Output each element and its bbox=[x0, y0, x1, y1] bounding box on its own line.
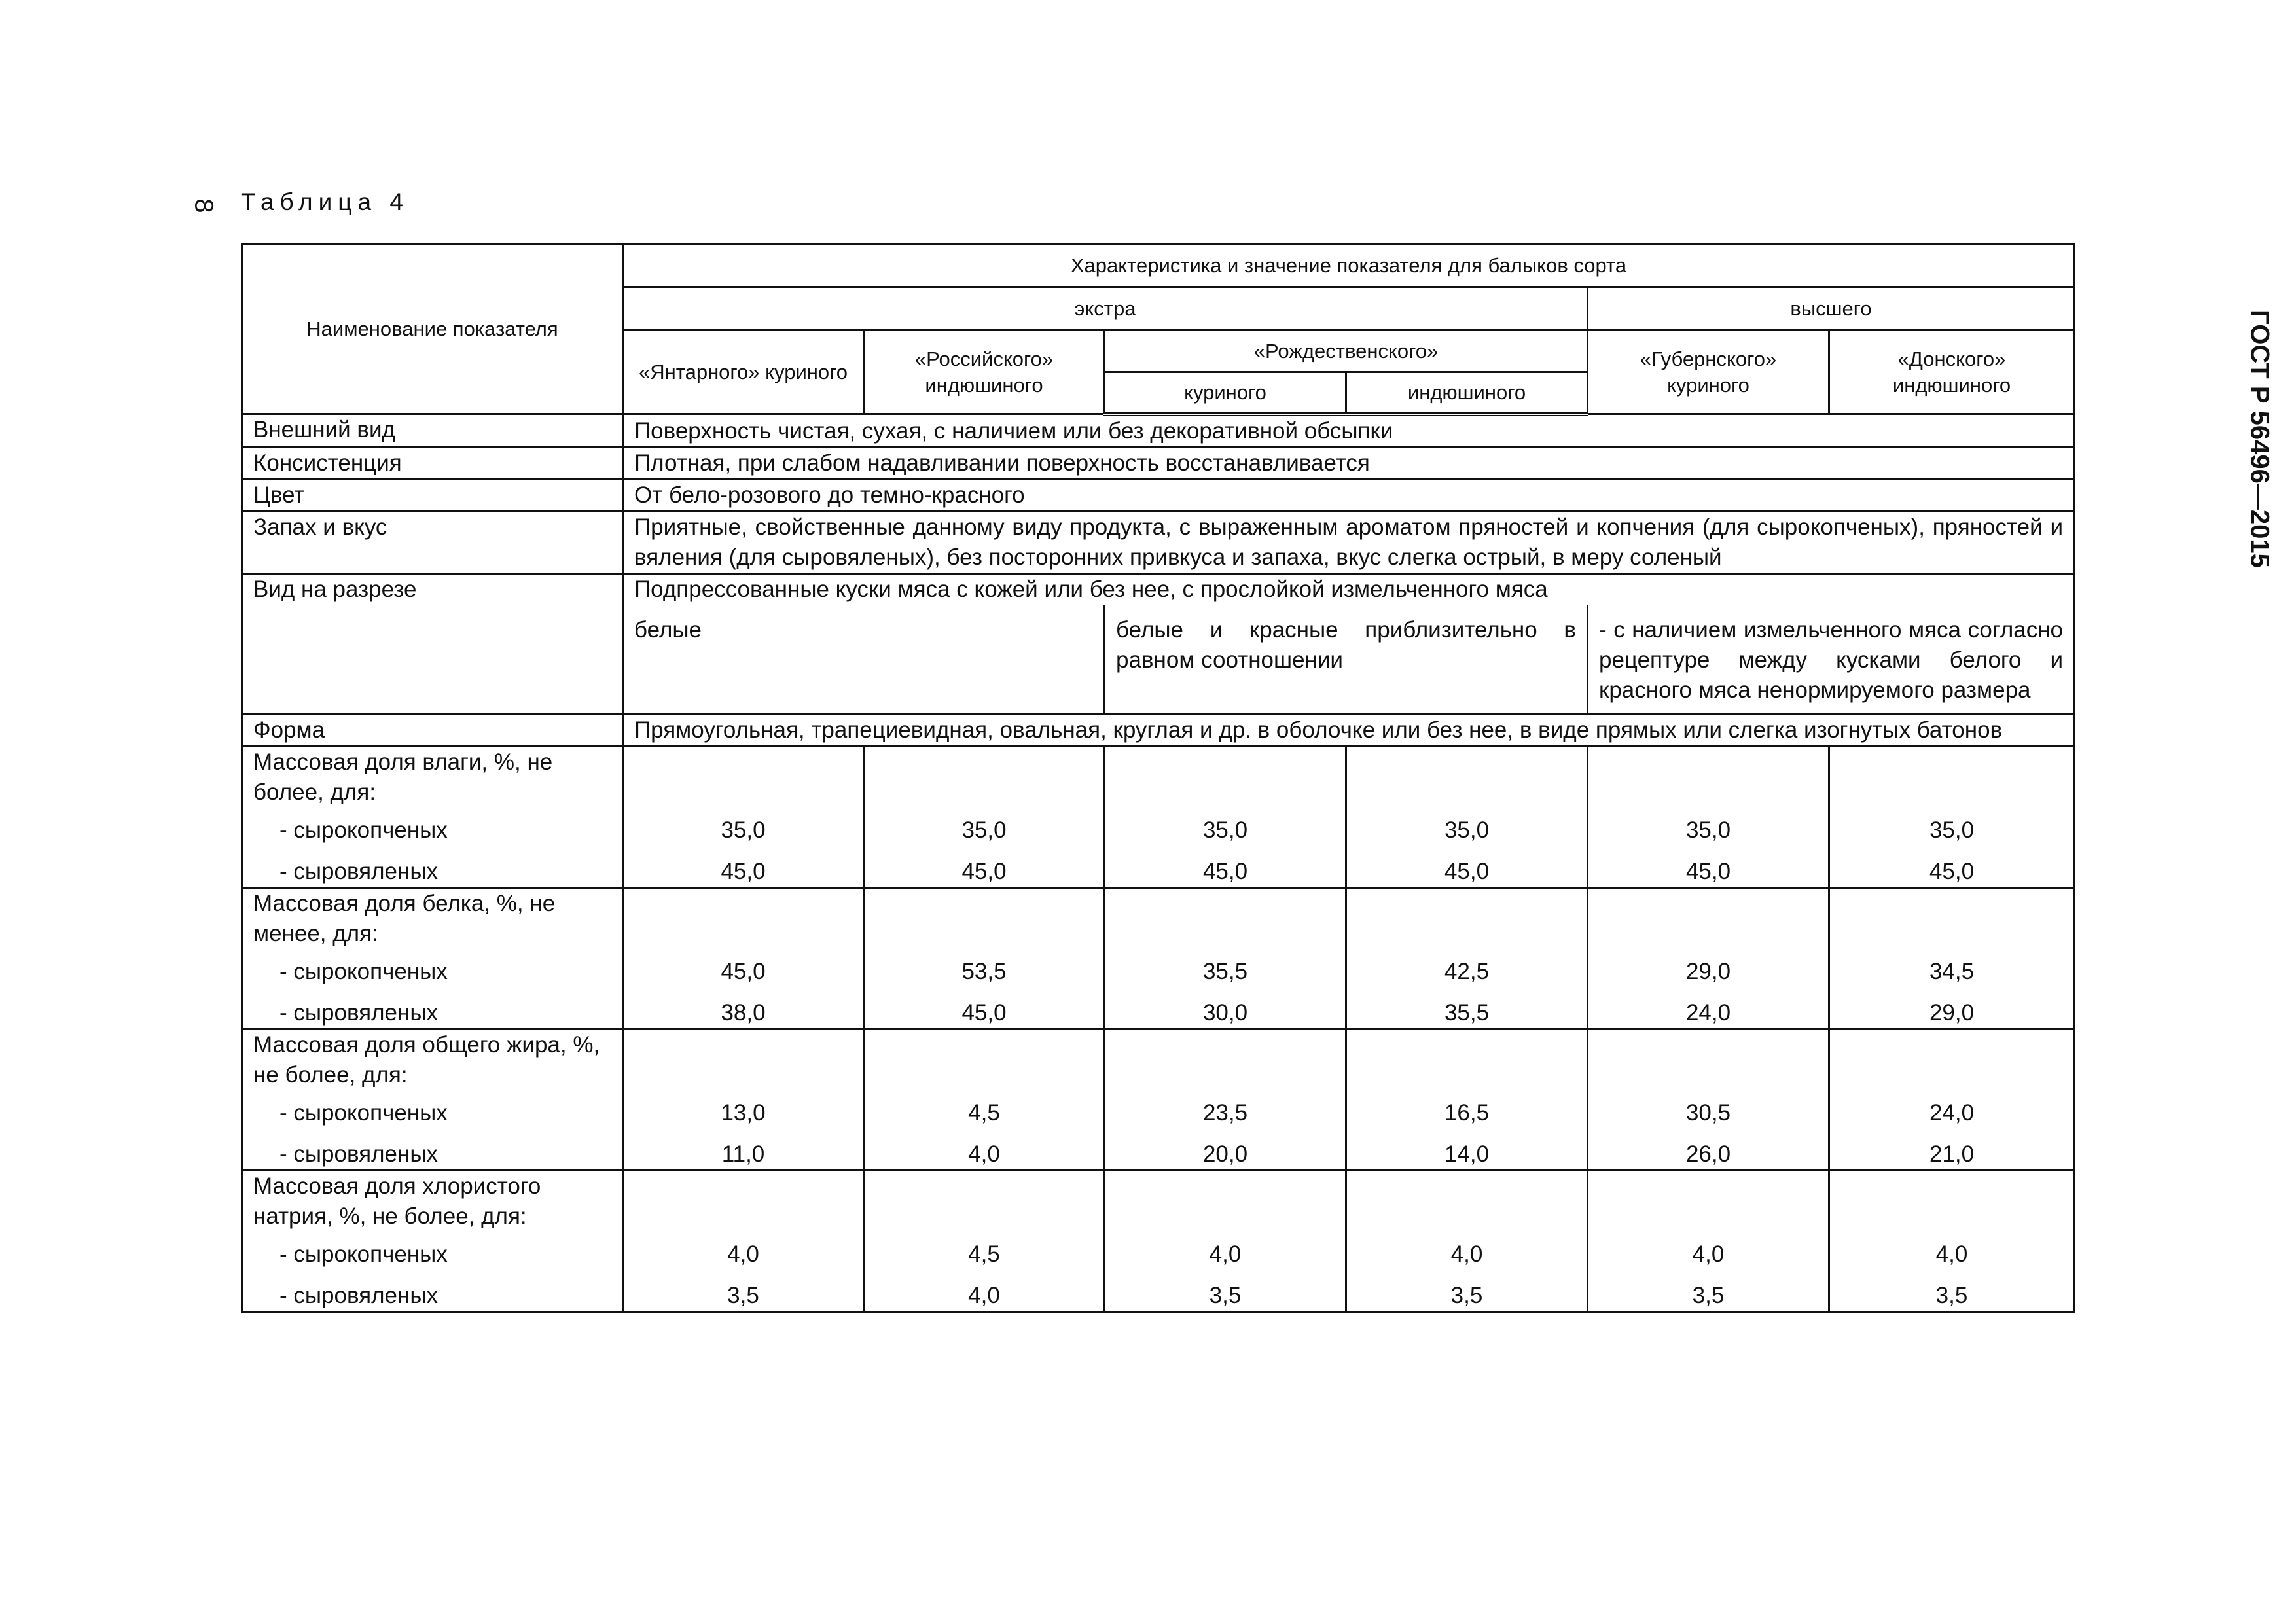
smoked-value: 35,0 bbox=[1929, 817, 1975, 843]
row-name: Вид на разрезе bbox=[242, 573, 623, 715]
smoked-value: 35,0 bbox=[721, 817, 766, 843]
dried-value: 30,0 bbox=[1202, 1000, 1248, 1026]
header-rozhdestvensky: «Рождественского» bbox=[1105, 330, 1588, 372]
smoked-value: 4,5 bbox=[968, 1241, 1000, 1267]
smoked-value: 13,0 bbox=[721, 1100, 766, 1126]
header-yantarny: «Янтарного» куриного bbox=[623, 330, 864, 414]
row-name: Запах и вкус bbox=[242, 511, 623, 573]
sub-smoked-label: - сырокопченых bbox=[279, 959, 448, 984]
indicator-label: Массовая доля хлористого натрия, %, не более, для: bbox=[253, 1173, 541, 1229]
dried-value: 45,0 bbox=[721, 859, 766, 884]
row-name: Цвет bbox=[242, 479, 623, 511]
value-cell bbox=[623, 888, 864, 1029]
dried-value: 26,0 bbox=[1685, 1141, 1731, 1167]
value-cell bbox=[1588, 1029, 1829, 1171]
smoked-value: 16,5 bbox=[1444, 1100, 1490, 1126]
dried-value: 11,0 bbox=[721, 1141, 765, 1167]
row-name: Внешний вид bbox=[242, 414, 623, 448]
dried-value: 20,0 bbox=[1202, 1141, 1248, 1167]
row-name: Консистенция bbox=[242, 447, 623, 479]
smoked-value: 42,5 bbox=[1444, 959, 1490, 984]
header-grade-extra: экстра bbox=[623, 287, 1588, 330]
header-grade-higher: высшего bbox=[1588, 287, 2075, 330]
page-number: 8 bbox=[189, 198, 219, 213]
smoked-value: 4,0 bbox=[1209, 1241, 1242, 1267]
dried-value: 3,5 bbox=[1450, 1283, 1483, 1308]
sub-dried-label: - сыровяленых bbox=[279, 859, 438, 884]
smoked-value: 29,0 bbox=[1685, 959, 1731, 984]
dried-value: 4,0 bbox=[968, 1283, 1000, 1308]
dried-value: 3,5 bbox=[727, 1283, 759, 1308]
row-name bbox=[242, 1171, 623, 1312]
value-cell bbox=[1346, 888, 1588, 1029]
value-cell bbox=[1829, 1171, 2075, 1312]
value-cell bbox=[864, 747, 1105, 888]
sub-smoked-label: - сырокопченых bbox=[279, 817, 448, 843]
row-name bbox=[242, 888, 623, 1029]
indicator-label: Массовая доля белка, %, не менее, для: bbox=[253, 891, 556, 946]
value-cell bbox=[623, 1171, 864, 1312]
dried-value: 45,0 bbox=[1929, 859, 1975, 884]
dried-value: 29,0 bbox=[1929, 1000, 1975, 1026]
dried-value: 45,0 bbox=[1202, 859, 1248, 884]
table-row bbox=[242, 1029, 2075, 1171]
header-kurinogo: куриного bbox=[1105, 372, 1346, 414]
smoked-value: 34,5 bbox=[1929, 959, 1975, 984]
smoked-value: 4,5 bbox=[968, 1100, 1000, 1126]
cut-view-col-c: - с наличием измельченного мяса согласно рецептуре между кусками белого и красного мяса ненормируемого размера bbox=[1588, 605, 2075, 715]
value-cell bbox=[864, 888, 1105, 1029]
dried-value: 3,5 bbox=[1209, 1283, 1242, 1308]
dried-value: 38,0 bbox=[721, 1000, 766, 1026]
value-cell bbox=[1105, 1029, 1346, 1171]
smoked-value: 53,5 bbox=[961, 959, 1007, 984]
header-donskoy: «Донского» индюшиного bbox=[1829, 330, 2075, 414]
indicator-label: Массовая доля влаги, %, не более, для: bbox=[253, 749, 553, 805]
value-cell bbox=[864, 1029, 1105, 1171]
smoked-value: 30,5 bbox=[1685, 1100, 1731, 1126]
value-cell bbox=[864, 1171, 1105, 1312]
header-gubernsky: «Губернского» куриного bbox=[1588, 330, 1829, 414]
specification-table bbox=[241, 243, 2075, 1313]
value-cell bbox=[623, 1029, 864, 1171]
value-cell bbox=[1588, 1171, 1829, 1312]
value-cell bbox=[1829, 1029, 2075, 1171]
header-characteristic: Характеристика и значение показателя для балыков сорта bbox=[623, 244, 2075, 287]
table-caption: Таблица 4 bbox=[241, 188, 409, 215]
value-cell bbox=[1346, 1029, 1588, 1171]
dried-value: 3,5 bbox=[1692, 1283, 1725, 1308]
row-name bbox=[242, 1029, 623, 1171]
smoked-value: 35,5 bbox=[1202, 959, 1248, 984]
table-row bbox=[242, 414, 2075, 448]
value-cell bbox=[1105, 888, 1346, 1029]
value-cell bbox=[1105, 747, 1346, 888]
table-row bbox=[242, 447, 2075, 479]
smoked-value: 4,0 bbox=[1450, 1241, 1483, 1267]
dried-value: 14,0 bbox=[1444, 1141, 1490, 1167]
row-value: Плотная, при слабом надавливании поверхность восстанавливается bbox=[623, 447, 2075, 479]
value-cell bbox=[623, 747, 864, 888]
sub-dried-label: - сыровяленых bbox=[279, 1283, 438, 1308]
row-value: От бело-розового до темно-красного bbox=[623, 479, 2075, 511]
row-name: Форма bbox=[242, 715, 623, 747]
row-value: Подпрессованные куски мяса с кожей или без нее, с прослойкой измельченного мяса bbox=[623, 573, 2075, 605]
table-row bbox=[242, 479, 2075, 511]
value-cell bbox=[1346, 747, 1588, 888]
table-row bbox=[242, 573, 2075, 605]
smoked-value: 4,0 bbox=[727, 1241, 759, 1267]
smoked-value: 24,0 bbox=[1929, 1100, 1975, 1126]
dried-value: 4,0 bbox=[968, 1141, 1000, 1167]
smoked-value: 4,0 bbox=[1935, 1241, 1968, 1267]
dried-value: 3,5 bbox=[1935, 1283, 1968, 1308]
dried-value: 35,5 bbox=[1444, 1000, 1490, 1026]
header-rossiysky: «Российского» индюшиного bbox=[864, 330, 1105, 414]
header-indyushinogo: индюшиного bbox=[1346, 372, 1588, 414]
value-cell bbox=[1588, 747, 1829, 888]
sub-dried-label: - сыровяленых bbox=[279, 1000, 438, 1026]
dried-value: 21,0 bbox=[1929, 1141, 1975, 1167]
smoked-value: 23,5 bbox=[1202, 1100, 1248, 1126]
row-value: Прямоугольная, трапециевидная, овальная, круглая и др. в оболочке или без нее, в виде прямых или слегка изогнутых батонов bbox=[623, 715, 2075, 747]
table-row bbox=[242, 715, 2075, 747]
dried-value: 45,0 bbox=[1444, 859, 1490, 884]
cut-view-col-b: белые и красные приблизительно в равном соотношении bbox=[1105, 605, 1588, 715]
sub-dried-label: - сыровяленых bbox=[279, 1141, 438, 1167]
dried-value: 45,0 bbox=[1685, 859, 1731, 884]
value-cell bbox=[1829, 888, 2075, 1029]
dried-value: 24,0 bbox=[1685, 1000, 1731, 1026]
standard-code: ГОСТ Р 56496—2015 bbox=[2245, 310, 2274, 568]
table-row bbox=[242, 888, 2075, 1029]
value-cell bbox=[1105, 1171, 1346, 1312]
sub-smoked-label: - сырокопченых bbox=[279, 1100, 448, 1126]
row-value: Поверхность чистая, сухая, с наличием или без декоративной обсыпки bbox=[623, 414, 2075, 448]
dried-value: 45,0 bbox=[961, 1000, 1007, 1026]
smoked-value: 35,0 bbox=[1444, 817, 1490, 843]
smoked-value: 35,0 bbox=[1685, 817, 1731, 843]
value-cell bbox=[1588, 888, 1829, 1029]
row-value: Приятные, свойственные данному виду продукта, с выраженным ароматом пряностей и копчения (для сырокопченых), пряностей и вяления (для сыровяленых), без посторонних привкуса и запаха, вкус слегка острый, в меру соленый bbox=[623, 511, 2075, 573]
smoked-value: 4,0 bbox=[1692, 1241, 1725, 1267]
smoked-value: 35,0 bbox=[1202, 817, 1248, 843]
table-row bbox=[242, 511, 2075, 573]
sub-smoked-label: - сырокопченых bbox=[279, 1241, 448, 1267]
table-row bbox=[242, 747, 2075, 888]
dried-value: 45,0 bbox=[961, 859, 1007, 884]
row-name bbox=[242, 747, 623, 888]
value-cell bbox=[1829, 747, 2075, 888]
smoked-value: 35,0 bbox=[961, 817, 1007, 843]
cut-view-col-a: белые bbox=[623, 605, 1105, 715]
value-cell bbox=[1346, 1171, 1588, 1312]
table-row bbox=[242, 1171, 2075, 1312]
header-indicator-name: Наименование показателя bbox=[242, 244, 623, 414]
indicator-label: Массовая доля общего жира, %, не более, для: bbox=[253, 1032, 600, 1088]
smoked-value: 45,0 bbox=[721, 959, 766, 984]
